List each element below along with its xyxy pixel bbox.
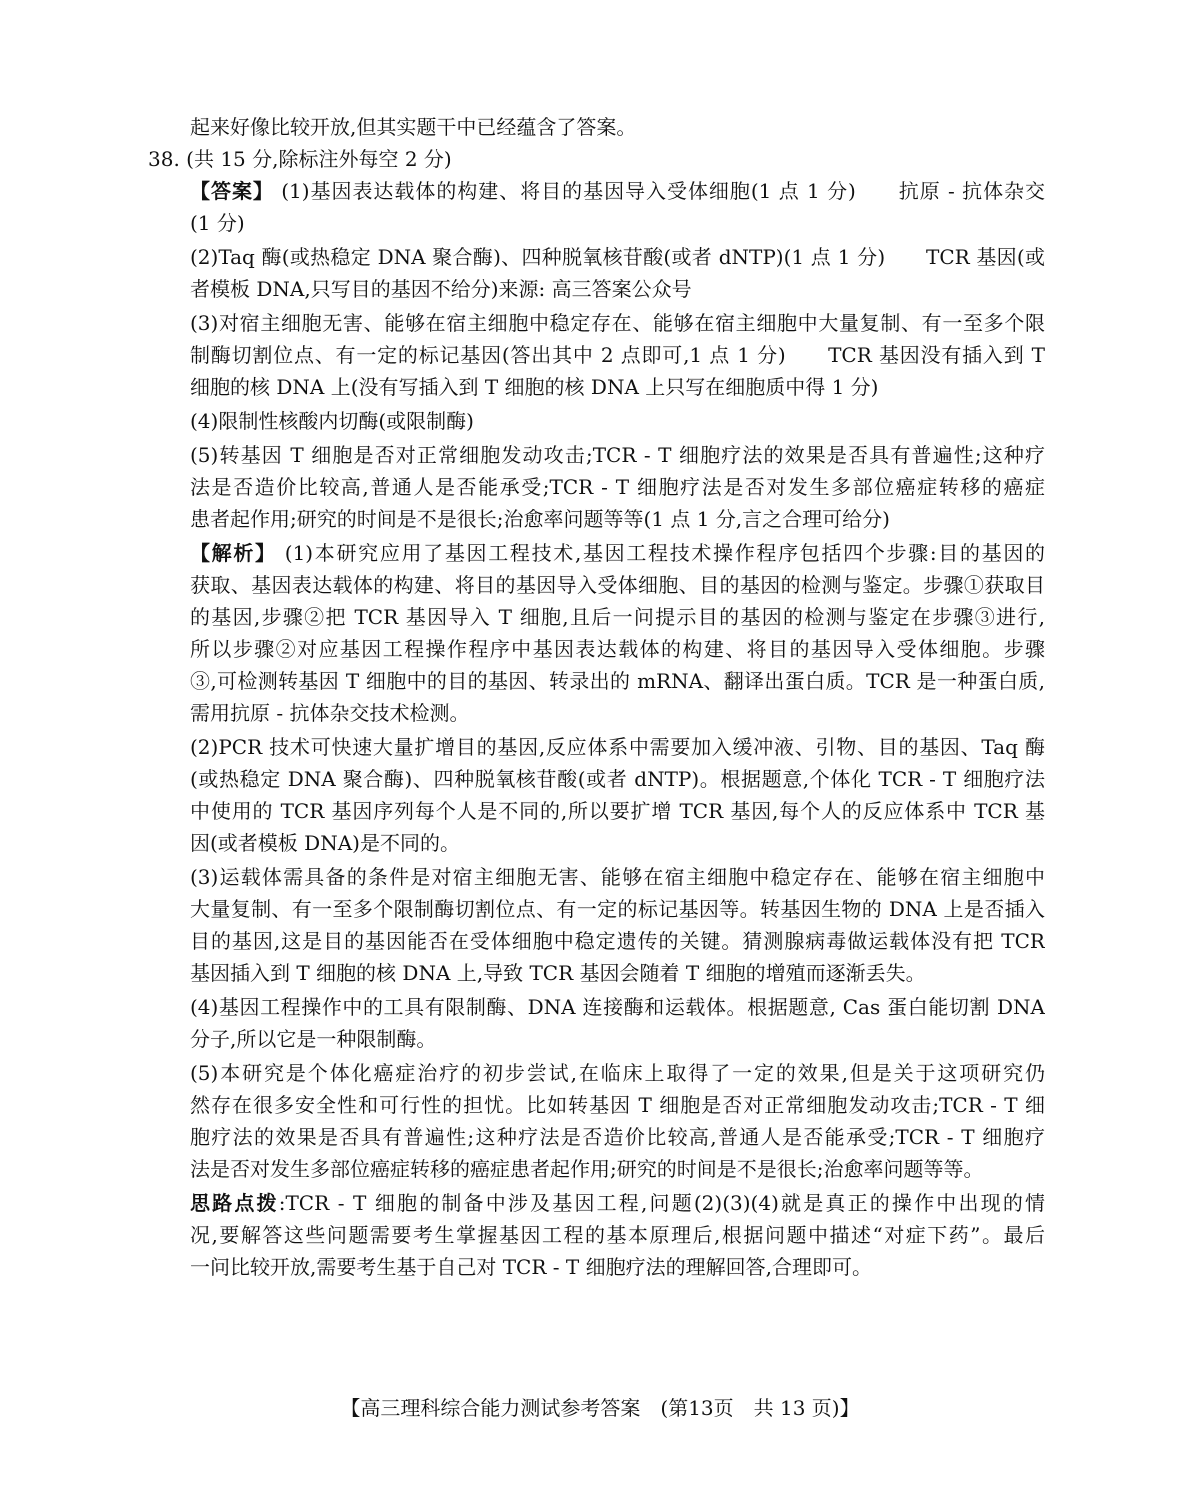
analysis-line: (4)基因工程操作中的工具有限制酶、DNA 连接酶和运载体。根据题意, Cas 蛋白能切割 DNA	[190, 995, 1045, 1019]
page-footer: 【高三理科综合能力测试参考答案 (第13页 共 13 页)】	[340, 1396, 860, 1420]
tips-line: 况,要解答这些问题需要考生掌握基因工程的基本原理后,根据问题中描述“对症下药”。最后	[190, 1223, 1045, 1247]
answer-line: (4)限制性核酸内切酶(或限制酶)	[190, 409, 474, 433]
section-marker: 【答案】	[190, 179, 274, 203]
analysis-line: 获取、基因表达载体的构建、将目的基因导入受体细胞、目的基因的检测与鉴定。步骤①获取目	[190, 573, 1045, 597]
tips-line: 一问比较开放,需要考生基于自己对 TCR - T 细胞疗法的理解回答,合理即可。	[190, 1255, 872, 1279]
analysis-line: 目的基因,这是目的基因能否在受体细胞中稳定遗传的关键。猜测腺病毒做运载体没有把 TCR	[190, 929, 1045, 953]
analysis-line: ③,可检测转基因 T 细胞中的目的基因、转录出的 mRNA、翻译出蛋白质。TCR 是一种蛋白质,	[190, 669, 1045, 693]
analysis-line: 基因插入到 T 细胞的核 DNA 上,导致 TCR 基因会随着 T 细胞的增殖而逐渐丢失。	[190, 961, 926, 985]
analysis-line: 法是否对发生多部位癌症转移的癌症患者起作用;研究的时间是不是很长;治愈率问题等等。	[190, 1157, 984, 1181]
analysis-line: 需用抗原 - 抗体杂交技术检测。	[190, 701, 470, 725]
answer-line: 患者起作用;研究的时间是不是很长;治愈率问题等等(1 点 1 分,言之合理可给分)	[190, 507, 890, 531]
analysis-line: 大量复制、有一至多个限制酶切割位点、有一定的标记基因等。转基因生物的 DNA 上是否插入	[190, 897, 1045, 921]
analysis-line: 中使用的 TCR 基因序列每个人是不同的,所以要扩增 TCR 基因,每个人的反应体系中 TCR 基	[190, 799, 1045, 823]
analysis-line: 所以步骤②对应基因工程操作程序中基因表达载体的构建、将目的基因导入受体细胞。步骤	[190, 637, 1045, 661]
question-header: 38. (共 15 分,除标注外每空 2 分)	[148, 147, 452, 171]
analysis-line: (或热稳定 DNA 聚合酶)、四种脱氧核苷酸(或者 dNTP)。根据题意,个体化 TCR - T 细胞疗法	[190, 767, 1045, 791]
analysis-line: 因(或者模板 DNA)是不同的。	[190, 831, 460, 855]
analysis-line: 的基因,步骤②把 TCR 基因导入 T 细胞,且后一问提示目的基因的检测与鉴定在步骤③进行,	[190, 605, 1045, 629]
answer-line: 者模板 DNA,只写目的基因不给分)来源: 高三答案公众号	[190, 277, 692, 301]
answer-line: 细胞的核 DNA 上(没有写插入到 T 细胞的核 DNA 上只写在细胞质中得 1 分)	[190, 375, 879, 399]
answer-line: (1 分)	[190, 211, 245, 235]
text-line: 起来好像比较开放,但其实题干中已经蕴含了答案。	[190, 115, 637, 139]
section-marker: 【解析】	[190, 541, 277, 565]
answer-line: (3)对宿主细胞无害、能够在宿主细胞中稳定存在、能够在宿主细胞中大量复制、有一至多个限	[190, 311, 1045, 335]
answer-line: (2)Taq 酶(或热稳定 DNA 聚合酶)、四种脱氧核苷酸(或者 dNTP)(1 点 1 分) TCR 基因(或	[190, 245, 1045, 269]
answer-line: (5)转基因 T 细胞是否对正常细胞发动攻击;TCR - T 细胞疗法的效果是否具有普遍性;这种疗	[190, 443, 1045, 467]
answer-line: 【答案】 (1)基因表达载体的构建、将目的基因导入受体细胞(1 点 1 分) 抗原 - 抗体杂交	[190, 179, 1045, 203]
tips-line: 思路点拨:TCR - T 细胞的制备中涉及基因工程,问题(2)(3)(4)就是真正的操作中出现的情	[190, 1191, 1045, 1215]
analysis-line: (2)PCR 技术可快速大量扩增目的基因,反应体系中需要加入缓冲液、引物、目的基因、Taq 酶	[190, 735, 1045, 759]
answer-line: 制酶切割位点、有一定的标记基因(答出其中 2 点即可,1 点 1 分) TCR 基因没有插入到 T	[190, 343, 1045, 367]
answer-line: 法是否造价比较高,普通人是否能承受;TCR - T 细胞疗法是否对发生多部位癌症转移的癌症	[190, 475, 1045, 499]
analysis-line: (5)本研究是个体化癌症治疗的初步尝试,在临床上取得了一定的效果,但是关于这项研究仍	[190, 1061, 1045, 1085]
analysis-line: (3)运载体需具备的条件是对宿主细胞无害、能够在宿主细胞中稳定存在、能够在宿主细胞中	[190, 865, 1045, 889]
analysis-line: 分子,所以它是一种限制酶。	[190, 1027, 437, 1051]
analysis-line: 胞疗法的效果是否具有普遍性;这种疗法是否造价比较高,普通人是否能承受;TCR - T 细胞疗	[190, 1125, 1045, 1149]
section-marker: 思路点拨	[190, 1191, 279, 1215]
analysis-line: 然存在很多安全性和可行性的担忧。比如转基因 T 细胞是否对正常细胞发动攻击;TCR - T 细	[190, 1093, 1045, 1117]
analysis-line: 【解析】 (1)本研究应用了基因工程技术,基因工程技术操作程序包括四个步骤:目的基因的	[190, 541, 1045, 565]
